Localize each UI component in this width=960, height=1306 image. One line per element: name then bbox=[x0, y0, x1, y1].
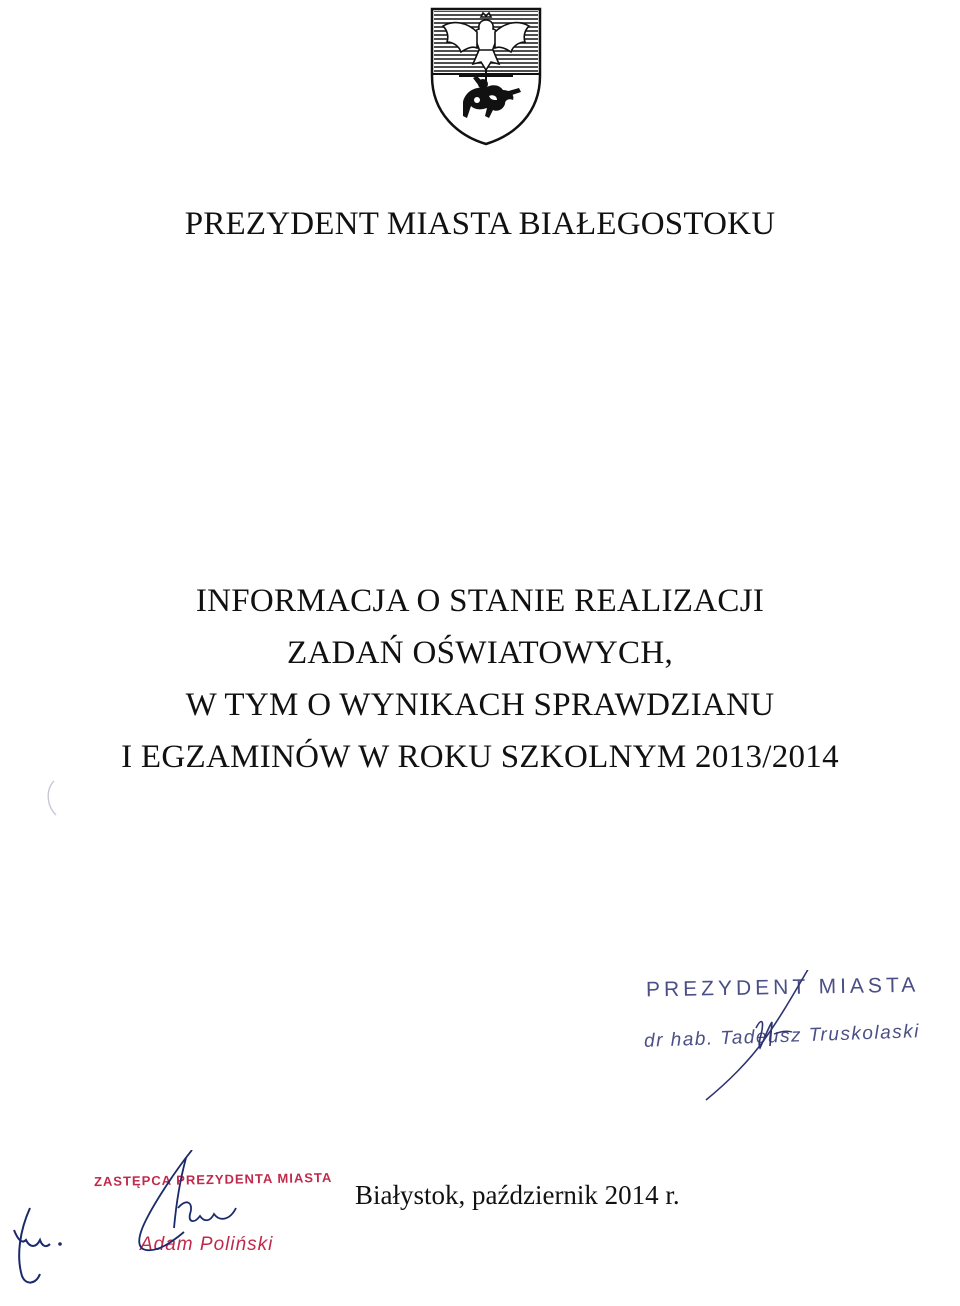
mayor-stamp bbox=[610, 970, 921, 1110]
deputy-signature bbox=[80, 1150, 370, 1270]
mayor-signature bbox=[610, 970, 900, 1110]
subject-line: I EGZAMINÓW W ROKU SZKOLNYM 2013/2014 bbox=[121, 739, 839, 775]
subject-line: ZADAŃ OŚWIATOWYCH, bbox=[286, 635, 674, 671]
mayor-stamp-name: dr hab. Tadeusz Truskolaski bbox=[643, 1021, 921, 1052]
place-date: Białystok, październik 2014 r. bbox=[355, 1180, 680, 1210]
deputy-mayor-stamp bbox=[80, 1150, 370, 1270]
mayor-stamp-title: PREZYDENT MIASTA bbox=[645, 973, 920, 1002]
deputy-stamp-title: ZASTĘPCA PREZYDENTA MIASTA bbox=[93, 1169, 333, 1190]
deputy-stamp-name: Adam Poliński bbox=[140, 1234, 274, 1255]
document-subject bbox=[0, 575, 960, 783]
bialystok-coat-of-arms-icon bbox=[429, 6, 543, 146]
handwritten-initials bbox=[0, 1200, 80, 1300]
issuer-heading: PREZYDENT MIASTA BIAŁEGOSTOKU bbox=[184, 206, 776, 242]
subject-line: W TYM O WYNIKACH SPRAWDZIANU bbox=[185, 687, 775, 723]
subject-line: INFORMACJA O STANIE REALIZACJI bbox=[195, 583, 765, 619]
margin-scribble bbox=[40, 775, 70, 825]
